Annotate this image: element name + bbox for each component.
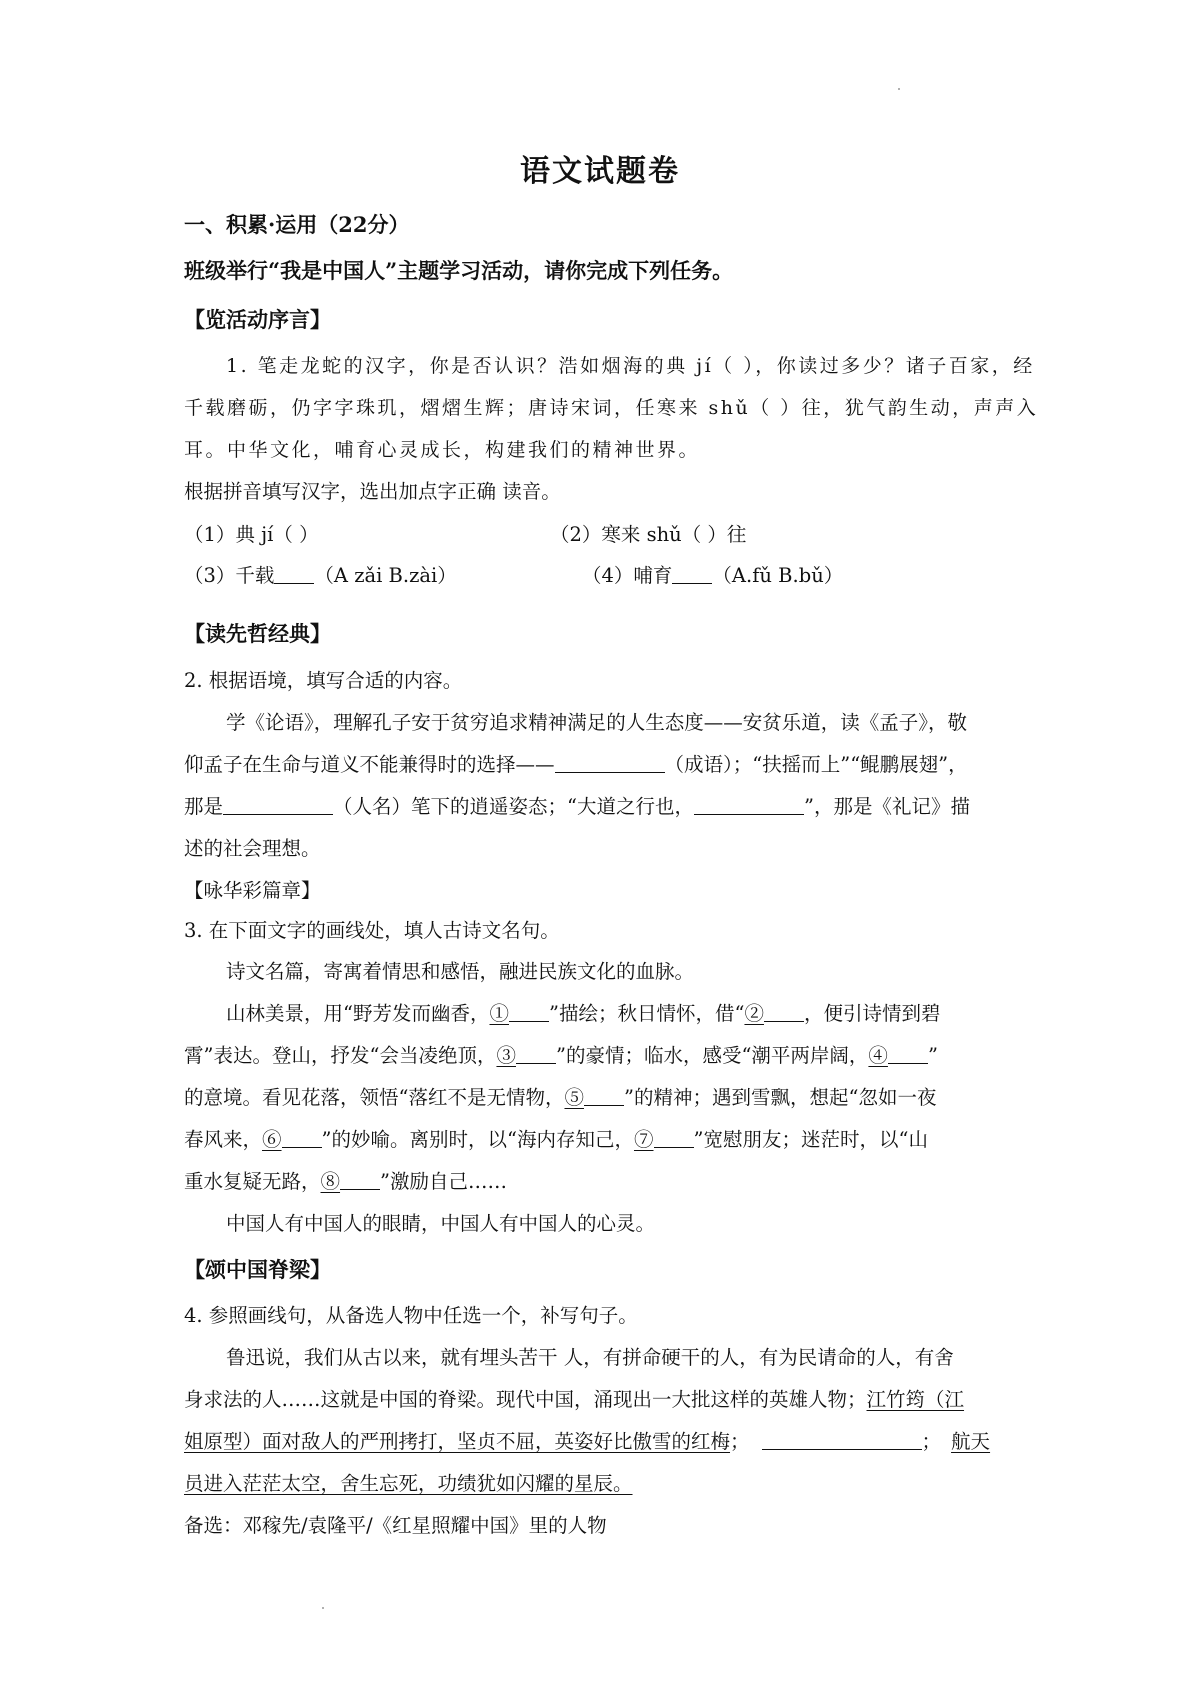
q1-text: 千载磨砺，仍字字珠玑，熠熠生辉；唐诗宋词，任寒来 shǔ（ ）往，犹气韵生动，声声入: [184, 397, 1039, 419]
answer-blank[interactable]: [762, 1429, 922, 1450]
q3-stem: 3. 在下面文字的画线处，填人古诗文名句。: [184, 919, 560, 942]
q3-text-part: ”激励自己……: [380, 1170, 508, 1193]
q4-text: [184, 1470, 633, 1498]
underlined-example: 航天: [951, 1430, 991, 1453]
q3-text: [184, 1126, 928, 1154]
q3-text: 诗文名篇，寄寓着情思和感悟，融进民族文化的血脉。: [226, 960, 695, 983]
q3-text: [184, 1168, 507, 1196]
blank-marker-5: ⑤: [564, 1086, 584, 1109]
subsection-heading: 【颂中国脊梁】: [184, 1257, 331, 1282]
q1-answer-3: [184, 562, 457, 590]
q2-text: 学《论语》，理解孔子安于贫穷追求精神满足的人生态度——安贫乐道，读《孟子》，敬: [226, 711, 968, 734]
q3-text-part: 重水复疑无路，: [184, 1170, 321, 1193]
blank-marker-7: ⑦: [633, 1128, 654, 1151]
q1-answer-4-options: （A.fǔ B.bǔ）: [712, 564, 844, 587]
answer-blank[interactable]: [340, 1169, 380, 1190]
section-heading: 一、积累·运用（22分）: [184, 212, 410, 237]
q4-text: [184, 1428, 990, 1456]
task-intro: 班级举行“我是中国人”主题学习活动，请你完成下列任务。: [184, 258, 734, 283]
q1-answer-1: （1）典 jí（ ）: [184, 523, 319, 546]
blank-marker-4: ④: [868, 1044, 888, 1067]
scan-speck: [898, 88, 900, 90]
q3-text-part: 山林美景，用“野芳发而幽香，: [226, 1002, 490, 1025]
answer-blank[interactable]: [764, 1001, 804, 1022]
q1-answer-4: [582, 562, 843, 590]
q3-text-part: 春风来，: [184, 1128, 263, 1151]
q2-text-part: 仰孟子在生命与道义不能兼得时的选择——: [184, 753, 555, 776]
subsection-heading: 【读先哲经典】: [184, 621, 331, 646]
answer-blank[interactable]: [654, 1127, 694, 1148]
q4-stem: 4. 参照画线句，从备选人物中任选一个，补写句子。: [184, 1304, 638, 1327]
q1-answer-3-options: （A zǎi B.zài）: [314, 564, 457, 587]
answer-blank[interactable]: [888, 1043, 928, 1064]
q3-text-part: ，便引诗情到碧: [803, 1002, 941, 1025]
q2-text: 述的社会理想。: [184, 837, 321, 860]
answer-blank[interactable]: [672, 563, 712, 584]
blank-marker-3: ③: [496, 1044, 516, 1067]
q3-text: [184, 1042, 938, 1070]
answer-blank[interactable]: [223, 794, 333, 815]
q1-text: 1. 笔走龙蛇的汉字，你是否认识？浩如烟海的典 jí（ ），你读过多少？诸子百家，经: [226, 355, 1035, 377]
underlined-example: 江竹筠（江: [866, 1388, 965, 1411]
q3-text-part: ”的豪情；临水，感受“潮平两岸阔，: [555, 1044, 869, 1067]
page-title: 语文试题卷: [520, 154, 680, 189]
q1-instruction: 根据拼音填写汉字，选出加点字正确 读音。: [184, 480, 561, 503]
q2-stem: 2. 根据语境，填写合适的内容。: [184, 669, 463, 692]
q3-text: [184, 1084, 936, 1112]
q4-text: 鲁迅说，我们从古以来，就有埋头苦干 人，有拼命硬干的人，有为民请命的人，有舍: [226, 1346, 954, 1369]
q2-text-part: （成语）；“扶摇而上”“鲲鹏展翅”，: [664, 753, 968, 776]
q4-text-part: ；: [921, 1430, 942, 1453]
q3-text-part: ”宽慰朋友；迷茫时，以“山: [693, 1128, 928, 1151]
q4-text: [184, 1386, 964, 1414]
blank-marker-6: ⑥: [262, 1128, 282, 1151]
answer-blank[interactable]: [282, 1127, 322, 1148]
q3-text: 中国人有中国人的眼睛，中国人有中国人的心灵。: [226, 1212, 656, 1235]
q2-text: [184, 751, 968, 779]
q1-answer-2: （2）寒来 shǔ（ ）往: [550, 523, 747, 546]
q3-text-part: ”: [927, 1044, 938, 1067]
q3-text-part: 的意境。看见花落，领悟“落红不是无情物，: [184, 1086, 565, 1109]
q3-text: [226, 1000, 940, 1028]
underlined-example: 员进入茫茫太空，舍生忘死，功绩犹如闪耀的星辰。: [184, 1472, 633, 1495]
q1-answer-3-label: （3）千载: [184, 564, 275, 587]
q2-text: [184, 793, 970, 821]
q2-text-part: （人名）笔下的逍遥姿态；“大道之行也，: [333, 795, 694, 818]
q2-text-part: ”，那是《礼记》描: [804, 795, 970, 818]
q3-text-part: 霄”表达。登山，抒发“会当凌绝顶，: [184, 1044, 497, 1067]
answer-blank[interactable]: [509, 1001, 549, 1022]
answer-blank[interactable]: [584, 1085, 624, 1106]
subsection-heading: 【览活动序言】: [184, 307, 331, 332]
blank-marker-1: ①: [489, 1002, 509, 1025]
q3-text-part: ”的妙喻。离别时，以“海内存知己，: [321, 1128, 634, 1151]
underlined-example: 姐原型）面对敌人的严刑拷打，坚贞不屈，英姿好比傲雪的红梅: [184, 1430, 731, 1453]
q4-options: 备选：邓稼先/袁隆平/《红星照耀中国》里的人物: [184, 1514, 607, 1537]
subsection-heading: 【咏华彩篇章】: [184, 879, 321, 902]
answer-blank[interactable]: [516, 1043, 556, 1064]
answer-blank[interactable]: [555, 752, 665, 773]
q3-text-part: ”的精神；遇到雪飘，想起“忽如一夜: [624, 1086, 937, 1109]
q1-text: 耳。中华文化，哺育心灵成长，构建我们的精神世界。: [184, 439, 701, 461]
answer-blank[interactable]: [274, 563, 314, 584]
blank-marker-8: ⑧: [320, 1170, 341, 1193]
q3-text-part: ”描绘；秋日情怀，借“: [549, 1002, 745, 1025]
q4-text-part: 身求法的人……这就是中国的脊梁。现代中国，涌现出一大批这样的英雄人物；: [184, 1388, 867, 1411]
q1-answer-4-label: （4）哺育: [582, 564, 673, 587]
q4-text-part: ；: [730, 1430, 750, 1453]
blank-marker-2: ②: [744, 1002, 764, 1025]
scan-speck: [322, 1607, 324, 1609]
answer-blank[interactable]: [694, 794, 804, 815]
q2-text-part: 那是: [184, 795, 224, 818]
